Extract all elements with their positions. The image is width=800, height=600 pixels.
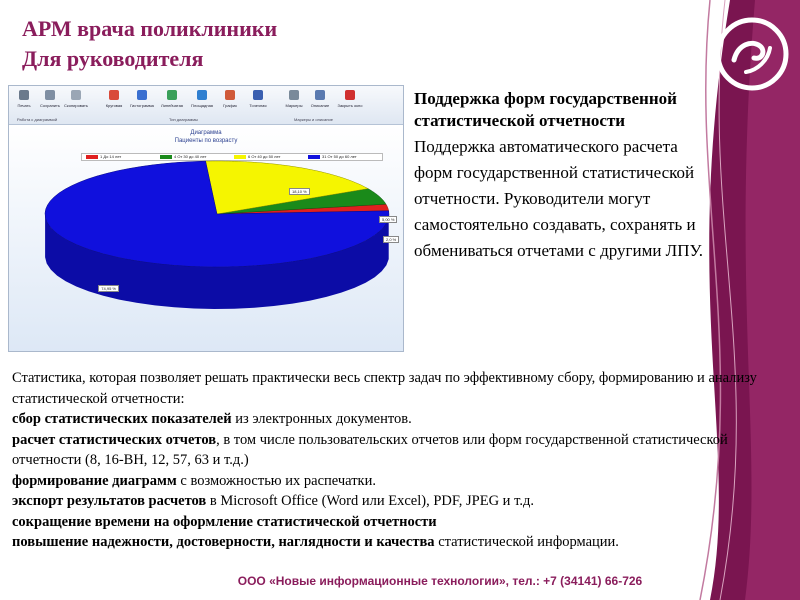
toolbar-button-5[interactable] (129, 88, 155, 118)
pie-data-label: 5,00 % (379, 216, 397, 223)
toolbar-button-label: Точечная (249, 103, 267, 108)
toolbar-button-3[interactable] (63, 88, 89, 118)
feature-item-3: формирование диаграмм с возможностью их распечатки. (12, 472, 376, 489)
feature-heading: Поддержка форм государственной статистической отчетности (414, 89, 677, 130)
toolbar-button-label: Закрыть окно (337, 103, 363, 108)
close-icon (345, 90, 355, 100)
pie-data-label: 18,10 % (289, 188, 310, 195)
chart-subtitle: Пациенты по возрасту (174, 138, 238, 144)
toolbar-button-12[interactable] (337, 88, 363, 118)
app-screenshot (8, 85, 404, 352)
pie-data-label: 2,0 % (383, 236, 399, 243)
description-icon (315, 90, 325, 100)
toolbar-button-label: График (223, 103, 237, 108)
toolbar-button-8[interactable] (217, 88, 243, 118)
legend-label: 31 От 50 до 60 лет (322, 154, 357, 159)
line-chart-icon (225, 90, 235, 100)
toolbar-button-label: Скопировать (64, 103, 88, 108)
legend-label: 4 От 30 до 40 лет (174, 154, 207, 159)
printer-icon (19, 90, 29, 100)
company-logo-icon (712, 14, 792, 94)
feature-item-6: повышение надежности, достоверности, наглядности и качества статистической информации. (12, 534, 619, 550)
toolbar-button-label: Площадная (191, 103, 213, 108)
legend-label: 6 От 40 до 50 лет (248, 154, 281, 159)
toolbar-button-label: Описание (310, 103, 330, 108)
toolbar-button-label: Печать (17, 103, 31, 108)
toolbar-button-label: Сохранить (40, 103, 60, 108)
pie-data-label: 74,95 % (98, 285, 119, 292)
title-line-1: АРМ врача поликлиники (22, 16, 278, 41)
save-icon (45, 90, 55, 100)
markers-icon (289, 90, 299, 100)
bar-chart-icon (137, 90, 147, 100)
feature-item-2: расчет статистических отчетов, в том числе пользовательских отчетов или форм государственной статистической отчетности (8, 16-ВН, 12, 57, 63 и т.д.) (12, 431, 728, 468)
intro-text: Статистика, которая позволяет решать практически весь спектр задач по эффективному сбору, формированию и анализу статистической отчетности: (12, 370, 757, 407)
feature-item-4: экспорт результатов расчетов в Microsoft Office (Word или Excel), PDF, JPEG и т.д. (12, 493, 534, 509)
pie-chart (9, 125, 403, 351)
toolbar-group-label: Маркеры и описание (294, 117, 333, 122)
chart-title: Диаграмма (190, 130, 222, 136)
area-chart-icon (197, 90, 207, 100)
scatter-chart-icon (253, 90, 263, 100)
statistics-description (12, 368, 772, 553)
feature-item-1: сбор статистических показателей из электронных документов. (12, 411, 412, 427)
toolbar-ribbon (9, 86, 403, 125)
toolbar-button-4[interactable] (101, 88, 127, 118)
toolbar-group-label: Работа с диаграммой (17, 117, 58, 122)
footer-contact: ООО «Новые информационные технологии», тел.: +7 (34141) 66-726 (237, 574, 643, 588)
toolbar-button-label: Маркеры (285, 103, 303, 108)
copy-icon (71, 90, 81, 100)
pie-chart-icon (109, 90, 119, 100)
title-line-2: Для руководителя (22, 46, 204, 71)
toolbar-button-label: Круговая (105, 103, 123, 108)
feature-description: Поддержка автоматического расчета форм государственной статистической отчетности. Руководители могут самостоятельно создавать, сохранять и обмениваться отчетами с другими ЛПУ. (414, 137, 703, 260)
feature-block (414, 88, 714, 264)
hbar-chart-icon (167, 90, 177, 100)
toolbar-group-label: Тип диаграммы (169, 117, 198, 122)
feature-item-5: сокращение времени на оформление статистической отчетности (12, 513, 437, 530)
toolbar-button-label: Линейчатая (161, 103, 183, 108)
toolbar-button-6[interactable] (159, 88, 185, 118)
slide-title (22, 14, 277, 74)
toolbar-button-7[interactable] (189, 88, 215, 118)
legend-label: 1 До 14 лет (100, 154, 122, 159)
toolbar-button-9[interactable] (245, 88, 271, 118)
toolbar-button-label: Гистограмма (130, 103, 154, 108)
toolbar-button-11[interactable] (307, 88, 333, 118)
